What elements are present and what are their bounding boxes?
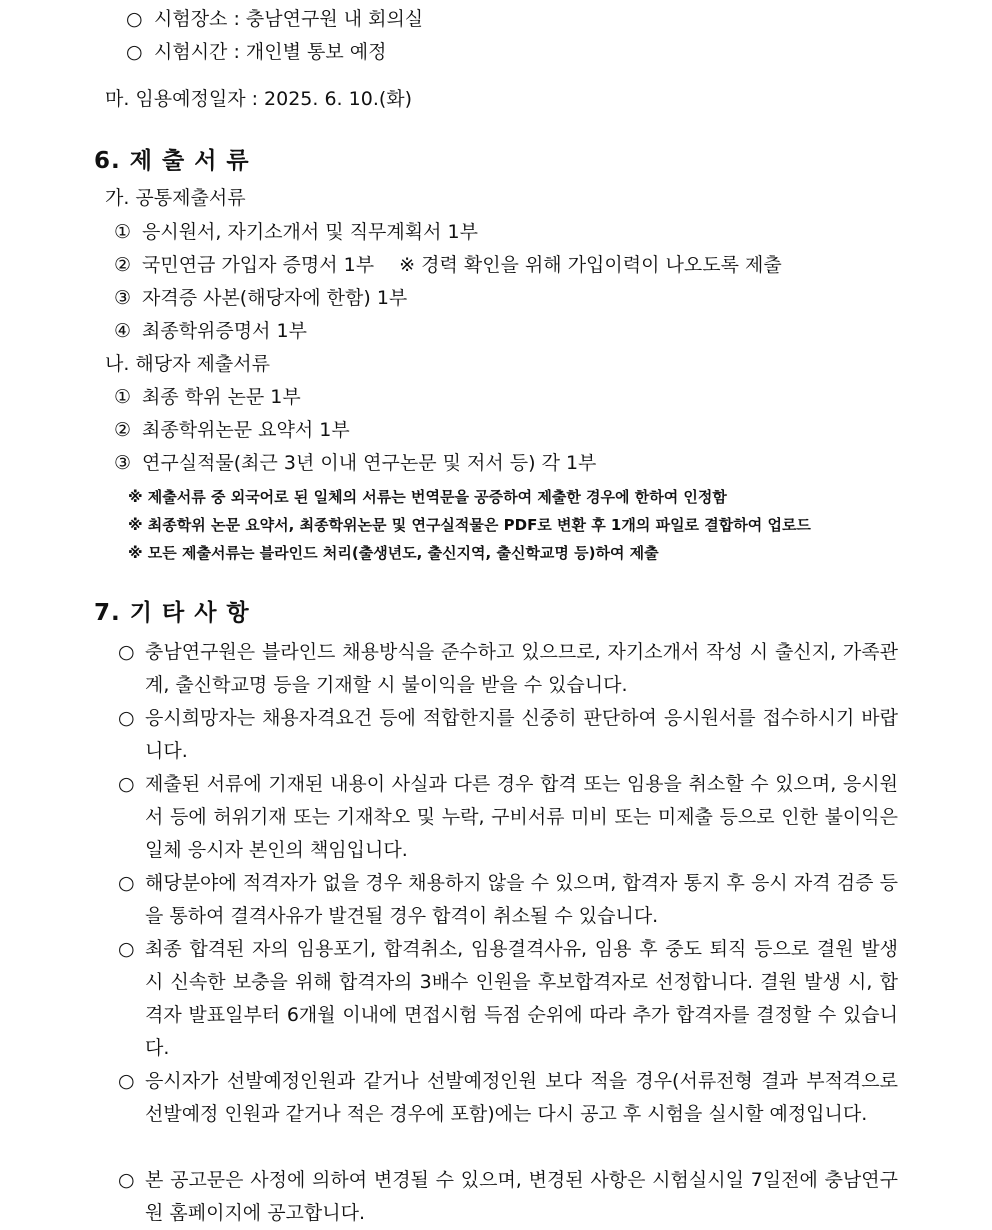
notice-text: 제출된 서류에 기재된 내용이 사실과 다른 경우 합격 또는 임용을 취소할 수 있으며, 응시원서 등에 허위기재 또는 기재착오 및 누락, 구비서류 미비 또는 미제출 등으로 인한 불이익은 일체 응시자 본인의 책임입니다.	[145, 773, 898, 861]
submission-note: ※ 최종학위 논문 요약서, 최종학위논문 및 연구실적물은 PDF로 변환 후 1개의 파일로 결합하여 업로드	[128, 516, 811, 534]
common-doc-item	[114, 285, 407, 311]
notice-paragraph	[118, 636, 898, 702]
applicable-docs-heading: 나. 해당자 제출서류	[105, 353, 270, 375]
common-doc-item	[114, 318, 307, 344]
submission-note: ※ 모든 제출서류는 블라인드 처리(출생년도, 출신지역, 출신학교명 등)하여 제출	[128, 544, 659, 562]
common-doc-item	[114, 252, 782, 278]
circled-number: ④	[114, 320, 132, 342]
common-doc-text: 국민연금 가입자 증명서 1부 ※ 경력 확인을 위해 가입이력이 나오도록 제출	[142, 254, 782, 276]
circle-bullet-icon: ○	[118, 773, 135, 795]
notice-paragraph	[118, 768, 898, 867]
common-doc-text: 응시원서, 자기소개서 및 직무계획서 1부	[142, 221, 478, 243]
notice-paragraph	[118, 933, 898, 1065]
applicable-doc-text: 최종학위논문 요약서 1부	[142, 419, 350, 441]
common-doc-text: 자격증 사본(해당자에 한함) 1부	[142, 287, 408, 309]
section6-title: 6. 제 출 서 류	[94, 148, 250, 174]
circle-bullet-icon: ○	[118, 1070, 135, 1092]
applicable-doc-text: 연구실적물(최근 3년 이내 연구논문 및 저서 등) 각 1부	[142, 452, 597, 474]
notice-text: 응시자가 선발예정인원과 같거나 선발예정인원 보다 적을 경우(서류전형 결과 부적격으로 선발예정 인원과 같거나 적은 경우에 포함)에는 다시 공고 후 시험을 실시할 예정입니다.	[145, 1070, 898, 1125]
submission-note: ※ 제출서류 중 외국어로 된 일체의 서류는 번역문을 공증하여 제출한 경우에 한하여 인정함	[128, 488, 727, 506]
common-doc-item	[114, 219, 478, 245]
circle-bullet-icon: ○	[126, 8, 143, 30]
common-doc-text: 최종학위증명서 1부	[142, 320, 307, 342]
notice-text: 충남연구원은 블라인드 채용방식을 준수하고 있으므로, 자기소개서 작성 시 출신지, 가족관계, 출신학교명 등을 기재할 시 불이익을 받을 수 있습니다.	[145, 641, 898, 696]
circled-number: ③	[114, 287, 132, 309]
circle-bullet-icon: ○	[118, 1169, 135, 1191]
applicable-doc-item	[114, 417, 350, 443]
exam-time-item	[126, 39, 386, 65]
circle-bullet-icon: ○	[118, 938, 135, 960]
notice-paragraph	[118, 867, 898, 933]
section7-title: 7. 기 타 사 항	[94, 600, 250, 626]
applicable-doc-text: 최종 학위 논문 1부	[142, 386, 301, 408]
circled-number: ①	[114, 221, 132, 243]
applicable-doc-item	[114, 384, 301, 410]
circled-number: ②	[114, 254, 132, 276]
notice-text: 해당분야에 적격자가 없을 경우 채용하지 않을 수 있으며, 합격자 통지 후 응시 자격 검증 등을 통하여 결격사유가 발견될 경우 합격이 취소될 수 있습니다.	[145, 872, 898, 927]
circled-number: ②	[114, 419, 132, 441]
notice-text: 최종 합격된 자의 임용포기, 합격취소, 임용결격사유, 임용 후 중도 퇴직 등으로 결원 발생 시 신속한 보충을 위해 합격자의 3배수 인원을 후보합격자로 선정합니다. 결원 발생 시, 합격자 발표일부터 6개월 이내에 면접시험 득점 순위에 따라 추가 합격자를 결정할 수 있습니다.	[145, 938, 898, 1059]
notice-text: 본 공고문은 사정에 의하여 변경될 수 있으며, 변경된 사항은 시험실시일 7일전에 충남연구원 홈페이지에 공고합니다.	[145, 1169, 898, 1224]
exam-place-item	[126, 6, 423, 32]
circle-bullet-icon: ○	[118, 641, 135, 663]
exam-place-text: 시험장소 : 충남연구원 내 회의실	[154, 8, 424, 30]
notice-paragraph	[118, 702, 898, 768]
circle-bullet-icon: ○	[126, 41, 143, 63]
common-docs-heading: 가. 공통제출서류	[105, 187, 246, 209]
notice-paragraph	[118, 1065, 898, 1131]
circled-number: ①	[114, 386, 132, 408]
notice-text: 응시희망자는 채용자격요건 등에 적합한지를 신중히 판단하여 응시원서를 접수하시기 바랍니다.	[145, 707, 898, 762]
notice-paragraph	[118, 1164, 898, 1230]
exam-time-text: 시험시간 : 개인별 통보 예정	[154, 41, 387, 63]
appointment-date: 마. 임용예정일자 : 2025. 6. 10.(화)	[105, 88, 413, 110]
circle-bullet-icon: ○	[118, 872, 135, 894]
circled-number: ③	[114, 452, 132, 474]
applicable-doc-item	[114, 450, 596, 476]
circle-bullet-icon: ○	[118, 707, 135, 729]
